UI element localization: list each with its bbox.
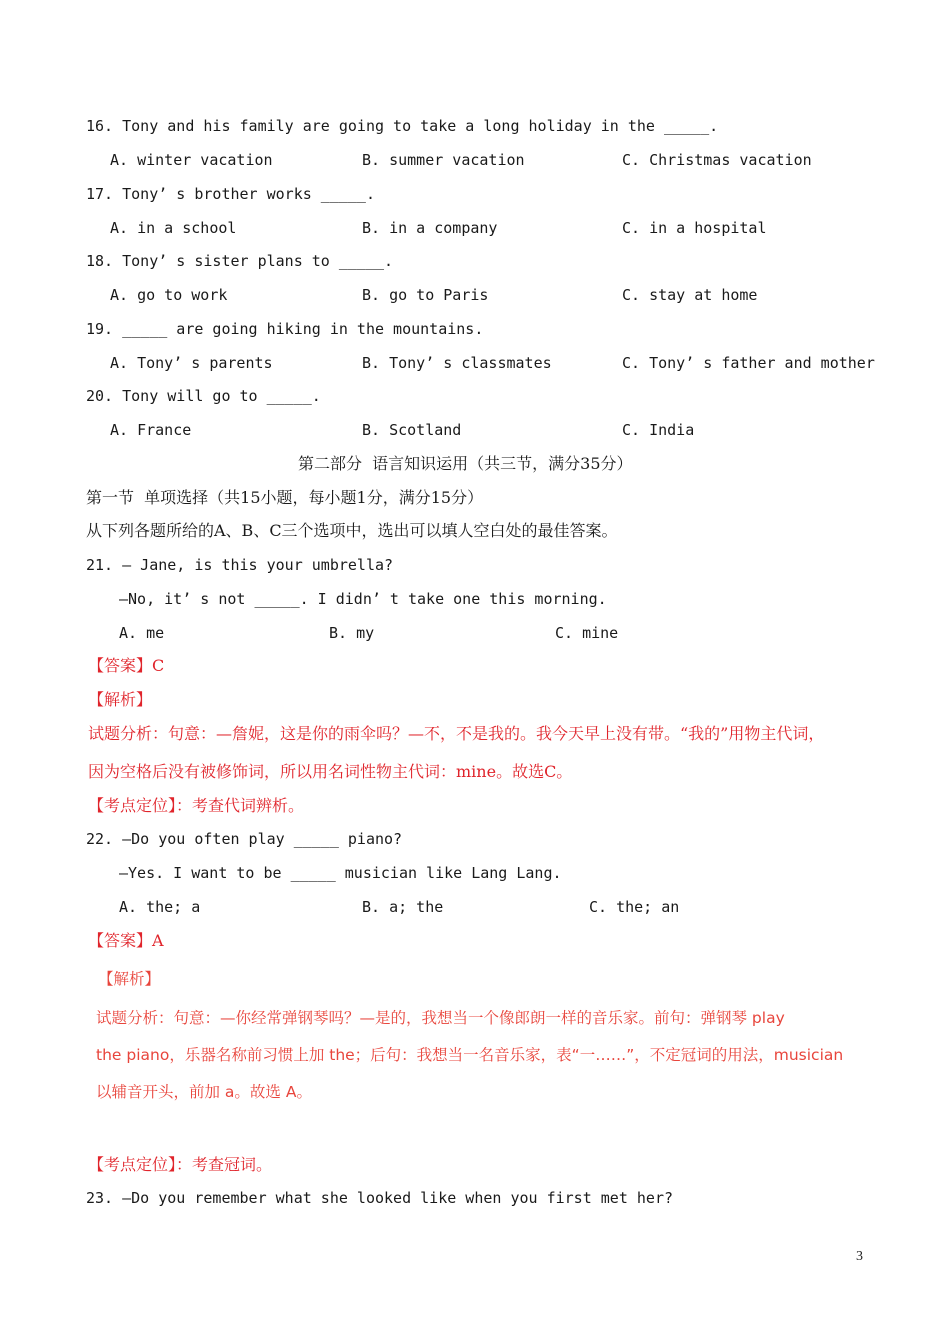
question-18-option-b: B. go to Paris [362,286,489,304]
question-21-option-c: C. mine [555,624,619,642]
question-16-option-c: C. Christmas vacation [622,151,812,169]
question-16-option-a: A. winter vacation [110,151,273,169]
question-22-answer: 【答案】A [88,931,164,950]
question-22-analysis-line-1: 试题分析：句意：—你经常弹钢琴吗？—是的，我想当一个像郎朗一样的音乐家。前句：弹钢琴 play [96,1009,785,1027]
question-16-stem: 16. Tony and his family are going to take a long holiday in the _____. [86,117,719,135]
question-21-analysis-line-2: 因为空格后没有被修饰词，所以用名词性物主代词：mine。故选C。 [88,762,573,781]
question-17-option-b: B. in a company [362,219,498,237]
section-one-title: 第一节 单项选择（共15小题，每小题1分，满分15分） [86,488,484,507]
question-20-option-a: A. France [110,421,192,439]
question-21-answer: 【答案】C [88,656,165,675]
question-22-line-2: —Yes. I want to be _____ musician like Lang Lang. [119,864,562,882]
question-21-option-a: A. me [119,624,165,642]
question-20-option-c: C. India [622,421,695,439]
question-19-stem: 19. _____ are going hiking in the mountains. [86,320,484,338]
question-21-option-b: B. my [329,624,375,642]
question-18-stem: 18. Tony’ s sister plans to _____. [86,252,394,270]
question-22-line-1: 22. —Do you often play _____ piano? [86,830,403,848]
question-22-option-b: B. a; the [362,898,444,916]
question-21-analysis-label: 【解析】 [88,690,153,709]
question-22-analysis-label: 【解析】 [98,970,161,988]
question-16-option-b: B. summer vacation [362,151,525,169]
question-22-option-c: C. the; an [589,898,680,916]
question-18-option-c: C. stay at home [622,286,758,304]
question-20-stem: 20. Tony will go to _____. [86,387,321,405]
question-22-analysis-line-2: the piano，乐器名称前习惯上加 the；后句：我想当一名音乐家，表“一……”，不定冠词的用法，musician [96,1046,844,1064]
question-19-option-c: C. Tony’ s father and mother [622,354,875,372]
section-one-instruction: 从下列各题所给的A、B、C三个选项中，选出可以填人空白处的最佳答案。 [86,521,618,540]
question-21-analysis-line-1: 试题分析：句意：—詹妮，这是你的雨伞吗？—不，不是我的。我今天早上没有带。“我的”用物主代词， [88,724,825,743]
question-18-option-a: A. go to work [110,286,228,304]
question-19-option-b: B. Tony’ s classmates [362,354,552,372]
question-22-option-a: A. the; a [119,898,201,916]
question-22-kaodian: 【考点定位】：考查冠词。 [88,1155,273,1174]
question-17-option-c: C. in a hospital [622,219,767,237]
page-number: 3 [856,1249,863,1264]
part-two-title: 第二部分 语言知识运用（共三节，满分35分） [298,454,633,473]
question-21-kaodian: 【考点定位】：考查代词辨析。 [88,796,305,815]
question-17-option-a: A. in a school [110,219,237,237]
question-21-line-1: 21. — Jane, is this your umbrella? [86,556,394,574]
question-23-line-1: 23. —Do you remember what she looked like when you first met her? [86,1189,673,1207]
question-22-analysis-line-3: 以辅音开头，前加 a。故选 A。 [96,1083,312,1101]
question-21-line-2: —No, it’ s not _____. I didn’ t take one this morning. [119,590,607,608]
question-19-option-a: A. Tony’ s parents [110,354,273,372]
question-20-option-b: B. Scotland [362,421,462,439]
question-17-stem: 17. Tony’ s brother works _____. [86,185,375,203]
